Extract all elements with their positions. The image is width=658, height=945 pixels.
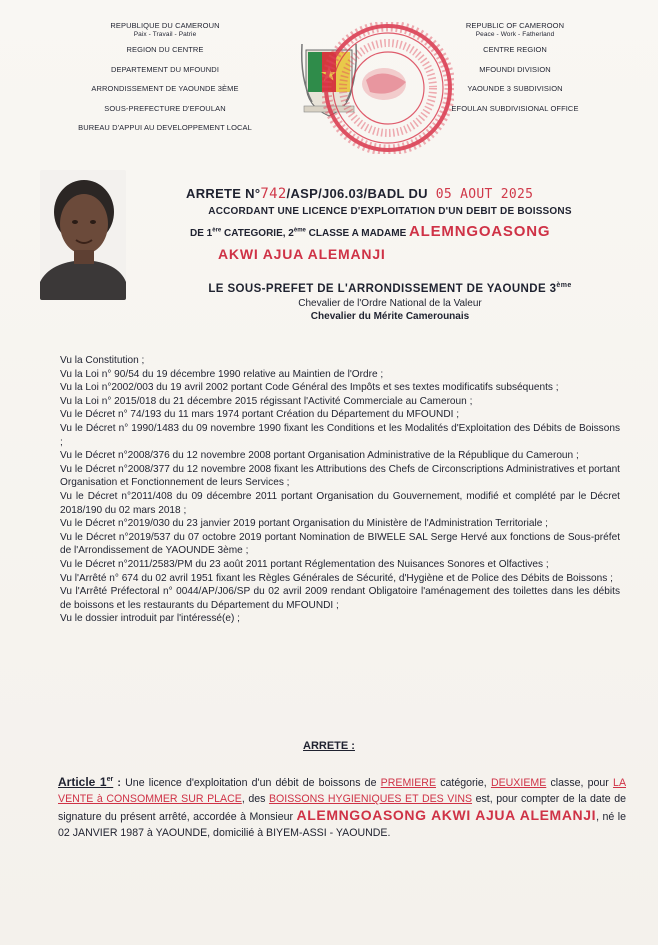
official-seal-icon: [322, 22, 454, 154]
consideration-item: Vu la Loi n° 2015/018 du 21 décembre 2015 régissant l'Activité Commerciale au Cameroun ;: [60, 395, 473, 407]
category-text-c: CLASSE A MADAME: [305, 228, 410, 239]
consideration-item: Vu la Loi n°2002/003 du 19 avril 2002 portant Code Général des Impôts et ses textes modificatifs subséquents ;: [60, 382, 559, 394]
consideration-item: Vu le Décret n°2008/376 du 12 novembre 2008 portant Organisation Administrative de la République du Cameroun ;: [60, 450, 579, 462]
authority-title: [150, 282, 630, 295]
arrete-date: 05 AOUT 2025: [435, 187, 534, 202]
article-1-colon: :: [113, 777, 126, 789]
arrete-subject: ACCORDANT UNE LICENCE D'EXPLOITATION D'UN DEBIT DE BOISSONS: [208, 206, 572, 217]
category-sup-a: ère: [212, 227, 222, 234]
header-left-department: DEPARTEMENT DU MFOUNDI: [110, 64, 220, 74]
authority-distinction-1: Chevalier de l'Ordre National de la Valeur: [298, 297, 482, 309]
category-text-a: DE 1: [190, 228, 213, 239]
article-1-text-3: classe, pour: [546, 777, 614, 789]
consideration-item: Vu le Décret n°2019/537 du 07 octobre 2019 portant Nomination de BIWELE SAL Serge Hervé aux fonctions de Sous-préfet de l'Arrondissement de YAOUNDE 3ème ;: [60, 531, 620, 557]
header-left-subprefecture: SOUS-PREFECTURE D'EFOULAN: [104, 103, 226, 113]
article-1-text-5: est, pour compter de la date de signature du présent arrêté, accordée à Monsieur: [58, 793, 626, 823]
header-right-division: MFOUNDI DIVISION: [479, 64, 551, 74]
header-left-motto: Paix - Travail - Patrie: [133, 30, 197, 38]
authority-title-sup: ème: [556, 282, 572, 289]
consideration-item: Vu l'Arrêté Préfectoral n° 0044/AP/J06/SP du 02 avril 2009 rendant Obligatoire l'aménagement des toilettes dans les débits de boissons et les restaurants du Département du MFOUNDI ;: [60, 586, 620, 611]
beneficiary-name-part1: ALEMNGOASONG: [409, 223, 551, 240]
arrete-category-line: [190, 223, 630, 240]
consideration-item: Vu l'Arrêté n° 674 du 02 avril 1951 fixant les Règles Générales de Sécurité, d'Hygiène et de Police des Débits de Boissons ;: [60, 572, 613, 584]
article-1-beverage-type: BOISSONS HYGIENIQUES ET DES VINS: [268, 793, 473, 805]
article-1-text-4: , des: [241, 793, 269, 805]
authority-block: [150, 282, 630, 322]
header-left-arrondissement: ARRONDISSEMENT DE YAOUNDE 3ÈME: [91, 84, 239, 93]
consideration-item: Vu le Décret n° 74/193 du 11 mars 1974 portant Création du Département du MFOUNDI ;: [60, 409, 460, 421]
article-1-sale-mode: LA VENTE à CONSOMMER SUR PLACE: [58, 777, 627, 805]
consideration-item: Vu le Décret n°2011/2583/PM du 23 août 2011 portant Réglementation des Nuisances Sonores et Olfactives ;: [60, 558, 549, 570]
article-1-text-1: Une licence d'exploitation d'un débit de boissons de: [125, 777, 381, 789]
authority-title-text: LE SOUS-PREFET DE L'ARRONDISSEMENT DE YAOUNDE 3: [208, 282, 557, 295]
article-1-label-text: Article 1: [58, 775, 107, 789]
article-1-label-sup: er: [106, 776, 114, 783]
consideration-item: Vu la Constitution ;: [60, 355, 145, 366]
authority-distinction-2: Chevalier du Mérite Camerounais: [310, 310, 470, 322]
header-right-office: EFOULAN SUBDIVISIONAL OFFICE: [451, 103, 579, 113]
consideration-item: Vu le Décret n°2008/377 du 12 novembre 2008 fixant les Attributions des Chefs de Circonscriptions Administratives et portant Organisation et Fonctionnement de leurs Services ;: [60, 463, 620, 489]
header-right-subdivision: YAOUNDE 3 SUBDIVISION: [467, 84, 563, 93]
arrete-number-line: [186, 186, 630, 202]
article-1-category: PREMIERE: [380, 777, 437, 789]
article-1-label: [58, 775, 113, 789]
article-1: [58, 772, 626, 841]
article-1-beneficiary-name: ALEMNGOASONG AKWI AJUA ALEMANJI: [296, 807, 597, 823]
header-left: [70, 22, 260, 136]
consideration-item: Vu le Décret n° 1990/1483 du 09 novembre 1990 fixant les Conditions et les Modalités d'Exploitation des Débits de Boissons ;: [60, 422, 620, 448]
applicant-photo: [40, 170, 126, 300]
consideration-item: Vu le Décret n°2011/408 du 09 décembre 2011 portant Organisation du Gouvernement, modifié et complété par le Décret 2018/190 du 02 mars 2018 ;: [60, 490, 620, 516]
considerations-list: [60, 354, 620, 626]
consideration-item: Vu le dossier introduit par l'intéressé(e) ;: [60, 613, 240, 625]
header-right-motto: Peace - Work - Fatherland: [475, 30, 555, 38]
consideration-item: Vu le Décret n°2019/030 du 23 janvier 2019 portant Organisation du Ministère de l'Administration Territoriale ;: [60, 518, 548, 530]
arrete-number: 742: [260, 186, 287, 202]
beneficiary-name-part2: AKWI AJUA ALEMANJI: [218, 246, 386, 262]
arrete-prefix: ARRETE N°: [186, 186, 261, 201]
header-right-country: REPUBLIC OF CAMEROON: [465, 21, 565, 30]
article-1-text-6: , né le 02 JANVIER 1987 à YAOUNDE, domicilié à BIYEM-ASSI - YAOUNDE.: [58, 811, 626, 839]
consideration-item: Vu la Loi n° 90/54 du 19 décembre 1990 relative au Maintien de l'Ordre ;: [60, 368, 384, 380]
header-left-region: REGION DU CENTRE: [126, 45, 204, 54]
header-left-office: BUREAU D'APPUI AU DEVELOPPEMENT LOCAL: [78, 123, 252, 132]
category-sup-b: ème: [293, 227, 306, 234]
article-1-text-2: catégorie,: [436, 777, 491, 789]
article-1-class: DEUXIEME: [490, 777, 547, 789]
arrete-title-block: [150, 186, 630, 262]
arrete-reference: /ASP/J06.03/BADL DU: [286, 186, 428, 201]
header-left-country: REPUBLIQUE DU CAMEROUN: [110, 21, 220, 30]
arrete-heading: ARRETE :: [303, 740, 355, 752]
category-text-b: CATEGORIE, 2: [221, 228, 294, 239]
header-right-region: CENTRE REGION: [483, 45, 547, 54]
